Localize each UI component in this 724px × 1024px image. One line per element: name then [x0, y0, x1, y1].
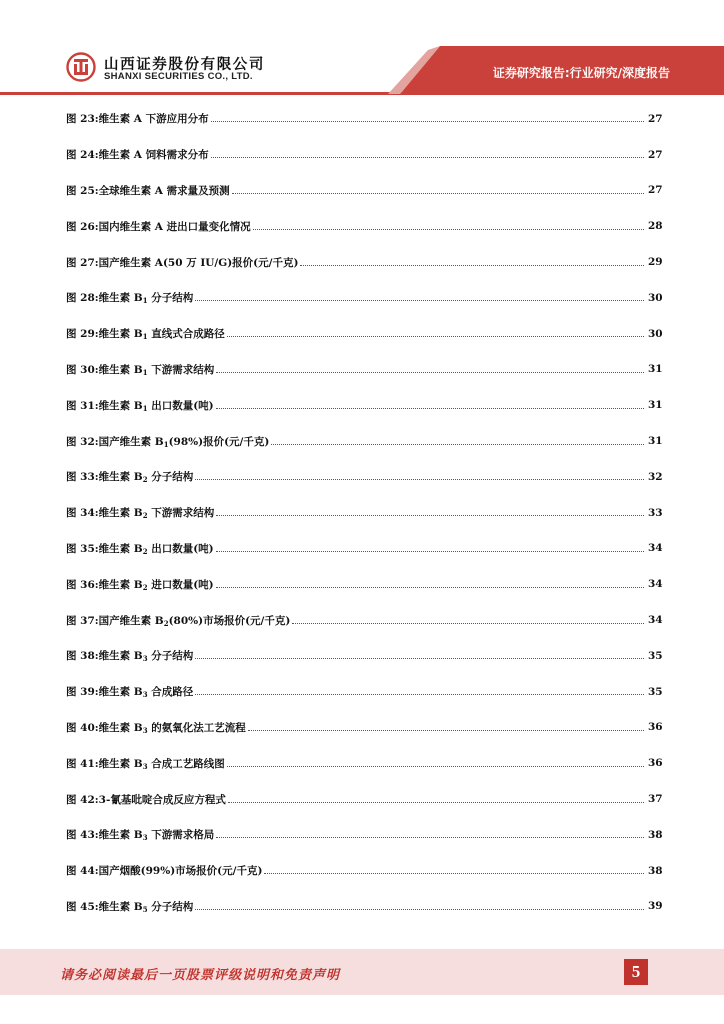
toc-page-number: 27 [648, 148, 663, 161]
toc-entry[interactable] [66, 674, 662, 710]
figure-number: 图 35: [66, 542, 99, 555]
toc-entry-title [66, 434, 269, 449]
subscript: 3 [142, 761, 148, 771]
dot-leader [216, 587, 644, 588]
subscript: 2 [142, 582, 148, 592]
company-name-cn: 山西证券股份有限公司 [104, 57, 265, 73]
toc-entry[interactable] [66, 853, 662, 889]
figure-title: 维生素 B [98, 650, 143, 663]
toc-page-number: 31 [648, 363, 663, 376]
figure-title-suffix: 合成路径 [147, 686, 194, 699]
figure-title: 维生素 B [98, 507, 143, 520]
figure-number: 图 31: [66, 399, 99, 412]
toc-page-number: 28 [648, 220, 663, 233]
figure-title: 维生素 B [98, 721, 143, 734]
toc-page-number: 27 [648, 184, 663, 197]
toc-page-number: 38 [648, 864, 663, 877]
figure-number: 图 42: [66, 793, 99, 806]
figure-title: 维生素 B [98, 471, 143, 484]
toc-entry-title [66, 756, 225, 771]
toc-entry-title [66, 111, 209, 126]
toc-page-number: 35 [648, 649, 663, 662]
figure-number: 图 36: [66, 578, 99, 591]
figure-title-suffix: 下游需求格局 [147, 829, 215, 842]
dot-leader [300, 265, 644, 266]
toc-entry[interactable] [66, 208, 662, 244]
dot-leader [195, 909, 644, 910]
toc-entry-title [66, 827, 214, 842]
subscript: 5 [142, 904, 148, 914]
figure-number: 图 28: [66, 292, 99, 305]
figure-number: 图 43: [66, 829, 99, 842]
figure-title: 维生素 B [98, 829, 143, 842]
toc-entry[interactable] [66, 531, 662, 567]
figure-title-suffix: 分子结构 [147, 900, 194, 913]
dot-leader [216, 837, 644, 838]
figure-title: 维生素 B [98, 363, 143, 376]
toc-entry-title [66, 362, 214, 377]
figure-title-suffix: 的氨氧化法工艺流程 [147, 721, 246, 734]
toc-entry-title [66, 255, 298, 270]
figure-title-suffix: (98%)报价(元/千克) [168, 435, 270, 448]
dot-leader [216, 515, 644, 516]
dot-leader [253, 229, 644, 230]
figure-number: 图 45: [66, 900, 99, 913]
figure-number: 图 32: [66, 435, 99, 448]
figure-title: 维生素 B [98, 292, 143, 305]
figure-number: 图 44: [66, 865, 99, 878]
toc-entry-title [66, 541, 214, 556]
figure-number: 图 24: [66, 149, 99, 162]
figure-title: 国产烟酸(99%)市场报价(元/千克) [98, 865, 263, 878]
page-footer [0, 949, 724, 995]
toc-entry[interactable] [66, 244, 662, 280]
figure-title: 全球维生素 A 需求量及预测 [98, 184, 230, 197]
page-number: 5 [624, 959, 648, 985]
dot-leader [228, 802, 644, 803]
toc-entry[interactable] [66, 280, 662, 316]
toc-page-number: 35 [648, 685, 663, 698]
figure-title: 维生素 B [98, 542, 143, 555]
toc-entry[interactable] [66, 387, 662, 423]
toc-entry-title [66, 219, 251, 234]
figure-number: 图 37: [66, 614, 99, 627]
dot-leader [232, 193, 644, 194]
figure-number: 图 30: [66, 363, 99, 376]
toc-page-number: 37 [648, 793, 663, 806]
toc-entry[interactable] [66, 137, 662, 173]
subscript: 2 [142, 475, 148, 485]
report-type-label: 证券研究报告:行业研究/深度报告 [492, 66, 670, 80]
subscript: 3 [142, 654, 148, 664]
toc-page-number: 38 [648, 828, 663, 841]
dot-leader [211, 157, 644, 158]
figure-number: 图 29: [66, 328, 99, 341]
toc-page-number: 31 [648, 399, 663, 412]
figure-title-suffix: 分子结构 [147, 650, 194, 663]
dot-leader [292, 623, 644, 624]
toc-entry[interactable] [66, 316, 662, 352]
toc-page-number: 30 [648, 327, 663, 340]
dot-leader [227, 336, 644, 337]
figure-number: 图 33: [66, 471, 99, 484]
toc-entry-title [66, 684, 193, 699]
figure-number: 图 23: [66, 113, 99, 126]
toc-page-number: 27 [648, 112, 663, 125]
toc-entry[interactable] [66, 173, 662, 209]
dot-leader [216, 551, 644, 552]
figure-number: 图 27: [66, 256, 99, 269]
toc-entry[interactable] [66, 638, 662, 674]
figure-title-suffix: 出口数量(吨) [147, 399, 214, 412]
toc-entry[interactable] [66, 745, 662, 781]
toc-page-number: 32 [648, 470, 663, 483]
toc-entry[interactable] [66, 423, 662, 459]
figure-title: 国产维生素 B [98, 435, 164, 448]
subscript: 1 [142, 296, 148, 306]
dot-leader [195, 658, 644, 659]
dot-leader [271, 444, 644, 445]
toc-entry-title [66, 577, 214, 592]
toc-entry-title [66, 720, 246, 735]
figure-list [66, 101, 662, 924]
toc-page-number: 34 [648, 614, 663, 627]
toc-entry-title [66, 863, 262, 878]
dot-leader [216, 408, 644, 409]
toc-entry[interactable] [66, 459, 662, 495]
toc-entry-title [66, 290, 193, 305]
company-logo-icon [66, 52, 96, 82]
figure-title: 维生素 A 饲料需求分布 [98, 149, 209, 162]
figure-title: 国内维生素 A 进出口量变化情况 [98, 220, 251, 233]
figure-title: 维生素 B [98, 686, 143, 699]
figure-title: 国产维生素 A(50 万 IU/G)报价(元/千克) [98, 256, 299, 269]
toc-page-number: 34 [648, 542, 663, 555]
figure-title-suffix: (80%)市场报价(元/千克) [168, 614, 291, 627]
figure-title: 维生素 B [98, 399, 143, 412]
figure-title-suffix: 出口数量(吨) [147, 542, 214, 555]
dot-leader [195, 694, 644, 695]
toc-page-number: 34 [648, 578, 663, 591]
dot-leader [195, 479, 644, 480]
subscript: 2 [142, 511, 148, 521]
toc-entry[interactable] [66, 602, 662, 638]
disclaimer-notice: 请务必阅读最后一页股票评级说明和免责声明 [60, 968, 341, 983]
figure-title-suffix: 直线式合成路径 [147, 328, 225, 341]
company-name-en: SHANXI SECURITIES CO., LTD. [104, 71, 253, 82]
figure-number: 图 39: [66, 686, 99, 699]
figure-title: 3-氰基吡啶合成反应方程式 [98, 793, 226, 806]
toc-entry-title [66, 326, 225, 341]
dot-leader [211, 121, 644, 122]
figure-number: 图 25: [66, 184, 99, 197]
toc-entry[interactable] [66, 352, 662, 388]
figure-title-suffix: 合成工艺路线图 [147, 757, 225, 770]
figure-title-suffix: 下游需求结构 [147, 507, 215, 520]
figure-title-suffix: 分子结构 [147, 471, 194, 484]
figure-number: 图 26: [66, 220, 99, 233]
subscript: 1 [163, 439, 169, 449]
toc-entry-title [66, 183, 230, 198]
toc-entry[interactable] [66, 101, 662, 137]
figure-number: 图 34: [66, 507, 99, 520]
toc-entry-title [66, 613, 290, 628]
figure-number: 图 38: [66, 650, 99, 663]
subscript: 2 [142, 546, 148, 556]
toc-page-number: 39 [648, 900, 663, 913]
toc-entry[interactable] [66, 566, 662, 602]
toc-entry-title [66, 147, 209, 162]
figure-title: 维生素 A 下游应用分布 [98, 113, 209, 126]
toc-page-number: 29 [648, 256, 663, 269]
figure-number: 图 41: [66, 757, 99, 770]
subscript: 2 [163, 618, 169, 628]
toc-entry-title [66, 792, 226, 807]
subscript: 1 [142, 332, 148, 342]
figure-title: 维生素 B [98, 578, 143, 591]
toc-page-number: 33 [648, 506, 663, 519]
toc-entry-title [66, 505, 214, 520]
figure-number: 图 40: [66, 721, 99, 734]
toc-entry-title [66, 469, 193, 484]
toc-entry[interactable] [66, 710, 662, 746]
toc-entry-title [66, 899, 193, 914]
figure-title: 国产维生素 B [98, 614, 164, 627]
dot-leader [264, 873, 644, 874]
figure-title: 维生素 B [98, 757, 143, 770]
subscript: 1 [142, 367, 148, 377]
dot-leader [227, 766, 644, 767]
subscript: 3 [142, 833, 148, 843]
figure-title: 维生素 B [98, 900, 143, 913]
figure-title: 维生素 B [98, 328, 143, 341]
toc-page-number: 36 [648, 757, 663, 770]
figure-title-suffix: 分子结构 [147, 292, 194, 305]
subscript: 3 [142, 725, 148, 735]
toc-page-number: 36 [648, 721, 663, 734]
subscript: 1 [142, 403, 148, 413]
toc-entry[interactable] [66, 817, 662, 853]
subscript: 3 [142, 690, 148, 700]
toc-entry[interactable] [66, 495, 662, 531]
dot-leader [216, 372, 644, 373]
page-header [0, 0, 724, 100]
toc-entry[interactable] [66, 889, 662, 925]
toc-entry-title [66, 398, 214, 413]
dot-leader [248, 730, 644, 731]
toc-entry[interactable] [66, 781, 662, 817]
dot-leader [195, 300, 644, 301]
figure-title-suffix: 进口数量(吨) [147, 578, 214, 591]
toc-entry-title [66, 648, 193, 663]
figure-title-suffix: 下游需求结构 [147, 363, 215, 376]
toc-page-number: 30 [648, 291, 663, 304]
header-banner [0, 0, 724, 100]
toc-page-number: 31 [648, 435, 663, 448]
